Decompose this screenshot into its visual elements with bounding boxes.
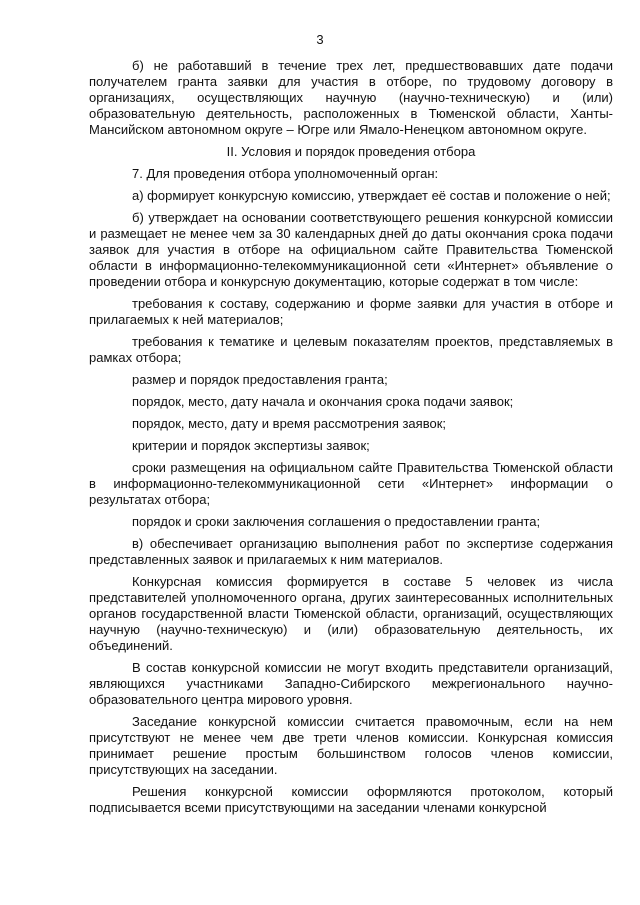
paragraph-clause-7a: а) формирует конкурсную комиссию, утверждает её состав и положение о ней;: [132, 188, 611, 203]
paragraph-commission-quorum: Заседание конкурсной комиссии считается правомочным, если на нем присутствуют не менее чем две трети членов комиссии. Конкурсная комиссия принимает решение простым большинством голосов членов комиссии, присутствующих на заседании.: [89, 714, 613, 777]
document-body: [89, 58, 613, 822]
list-item-expertise-criteria: критерии и порядок экспертизы заявок;: [132, 438, 370, 453]
list-item-application-requirements: требования к составу, содержанию и форме заявки для участия в отборе и прилагаемых к ней материалов;: [89, 296, 613, 327]
list-item-agreement-terms: порядок и сроки заключения соглашения о предоставлении гранта;: [132, 514, 541, 529]
paragraph-clause-7b: б) утверждает на основании соответствующего решения конкурсной комиссии и размещает не менее чем за 30 календарных дней до даты окончания срока подачи заявок для участия в отборе на официальном сайте Правительства Тюменской области в информационно-телекоммуникационной сети «Интернет» объявление о проведении отбора и конкурсную документацию, которые содержат в том числе:: [89, 210, 613, 289]
list-item-submission-dates: порядок, место, дату начала и окончания срока подачи заявок;: [132, 394, 514, 409]
list-item-grant-size: размер и порядок предоставления гранта;: [132, 372, 388, 387]
section-heading: II. Условия и порядок проведения отбора: [226, 144, 476, 159]
paragraph-clause-7v: в) обеспечивает организацию выполнения работ по экспертизе содержания представленных заявок и прилагаемых к ним материалов.: [89, 536, 613, 567]
list-item-review-dates: порядок, место, дату и время рассмотрения заявок;: [132, 416, 446, 431]
list-item-topic-requirements: требования к тематике и целевым показателям проектов, представляемых в рамках отбора;: [89, 334, 613, 365]
paragraph-clause-7: 7. Для проведения отбора уполномоченный орган:: [132, 166, 439, 181]
page-number: 3: [316, 32, 324, 47]
paragraph-commission-composition: Конкурсная комиссия формируется в составе 5 человек из числа представителей уполномоченного органа, других заинтересованных исполнительных органов государственной власти Тюменской области, организаций, осуществляющих научную (научно-техническую) и (или) образовательную деятельность, их объединений.: [89, 574, 613, 653]
paragraph-commission-decisions: Решения конкурсной комиссии оформляются протоколом, который подписывается всеми присутствующими на заседании членами конкурсной: [89, 784, 613, 815]
paragraph-item-b-eligibility: б) не работавший в течение трех лет, предшествовавших дате подачи получателем гранта заявки для участия в отборе, по трудовому договору в организациях, осуществляющих научную (научно-техническую) и (или) образовательную деятельность, расположенных в Тюменской области, Ханты-Мансийском автономном округе – Югре или Ямало-Ненецком автономном округе.: [89, 58, 613, 137]
list-item-results-publication: сроки размещения на официальном сайте Правительства Тюменской области в информационно-телекоммуникационной сети «Интернет» информации о результатах отбора;: [89, 460, 613, 507]
paragraph-commission-exclusions: В состав конкурсной комиссии не могут входить представители организаций, являющихся участниками Западно-Сибирского межрегионального научно-образовательного центра мирового уровня.: [89, 660, 613, 707]
